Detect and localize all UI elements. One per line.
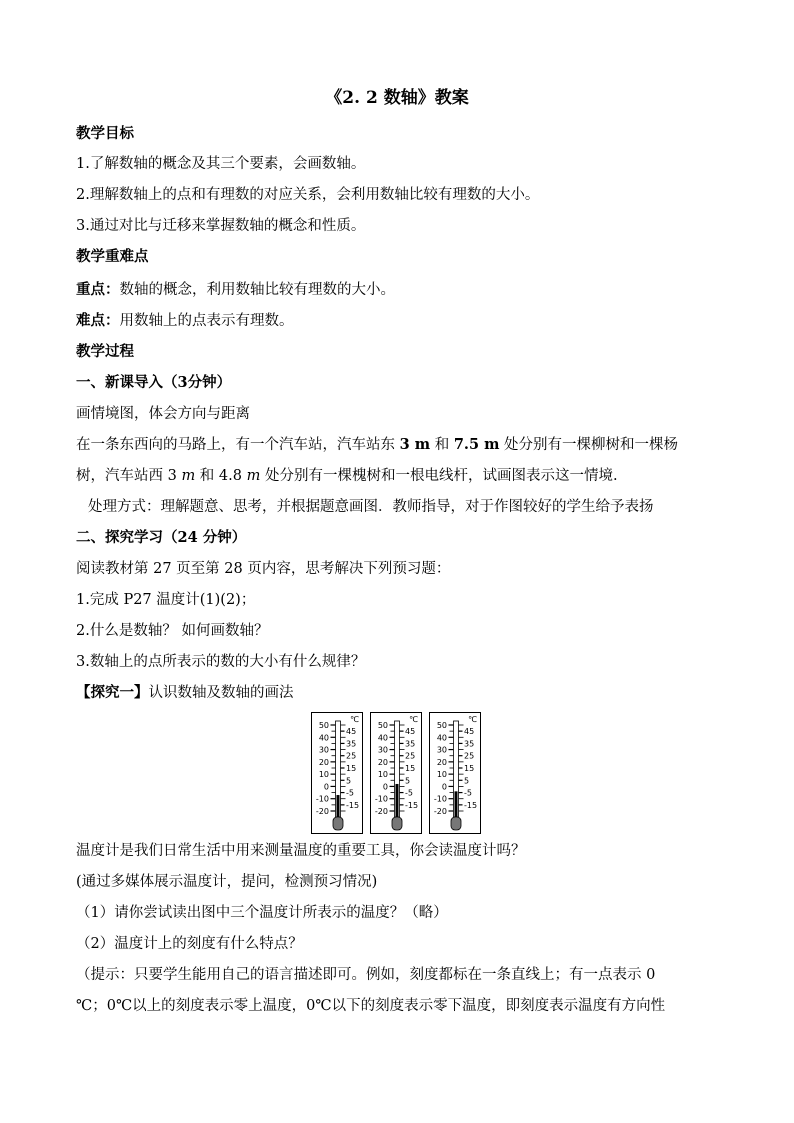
difficulty-text: 用数轴上的点表示有理数。: [119, 313, 294, 329]
unit-m: m: [181, 468, 196, 484]
key-point-label: 重点：: [76, 281, 120, 298]
part1-line4: 处理方式：理解题意、思考，并根据题意画图．教师指导，对于作图较好的学生给予表扬: [88, 499, 654, 515]
after-line-2: (通过多媒体展示温度计，提问，检测预习情况): [76, 874, 378, 890]
key-point-line: [76, 280, 726, 300]
part1-line2: [76, 435, 726, 455]
thermometer-2: [370, 712, 422, 834]
thermometer-1: [311, 712, 363, 834]
process-heading: 教学过程: [76, 343, 134, 360]
scale-label-right: 15: [405, 764, 416, 773]
part2-question-2: 2.什么是数轴？ 如何画数轴？: [76, 623, 269, 639]
scale-label-right: 25: [346, 751, 357, 761]
scale-label-left: 50: [436, 721, 447, 730]
text-run: 处分别有一棵槐树和一根电线杆，试画图表示这一情境.: [260, 468, 618, 484]
scale-label-left: 40: [436, 733, 447, 743]
scale-label-left: -20: [315, 807, 329, 816]
thermometer-figure: [311, 712, 481, 834]
scale-label-right: -15: [464, 800, 478, 810]
part2-question-1: 1.完成 P27 温度计(1)(2)；: [76, 592, 256, 608]
scale-label-right: 25: [405, 751, 416, 761]
scale-label-right: 5: [346, 776, 352, 786]
explore1-line: [76, 683, 726, 703]
scale-label-right: 45: [346, 727, 357, 737]
page-title: 《2. 2 数轴》教案: [325, 88, 469, 108]
difficulty-label: 难点：: [76, 312, 120, 329]
scale-label-left: 20: [377, 757, 388, 767]
scale-label-left: 10: [318, 770, 329, 780]
goal-3: 3.通过对比与迁移来掌握数轴的概念和性质。: [76, 218, 366, 234]
scale-label-left: -10: [315, 794, 329, 804]
distance-7-5m: 7.5 m: [453, 436, 500, 453]
part1-heading: 一、新课导入（3分钟）: [76, 374, 232, 391]
explore1-label: 【探究一】: [76, 684, 149, 701]
after-line-1: 温度计是我们日常生活中用来测量温度的重要工具，你会读温度计吗？: [76, 843, 526, 859]
scale-label-left: 50: [318, 721, 329, 730]
scale-label-left: 10: [436, 770, 447, 780]
mercury-column: [455, 791, 458, 821]
thermometer-svg: [312, 713, 362, 833]
scale-label-left: -10: [374, 794, 388, 804]
scale-label-right: -15: [346, 800, 360, 810]
scale-label-right: 45: [464, 727, 475, 737]
goal-2: 2.理解数轴上的点和有理数的对应关系，会利用数轴比较有理数的大小。: [76, 187, 540, 203]
unit-label: ℃: [350, 715, 359, 724]
distance-3m: 3 m: [399, 436, 431, 453]
part2-heading: 二、探究学习（24 分钟）: [76, 529, 247, 546]
scale-label-left: 30: [436, 745, 447, 755]
thermometer-svg: [430, 713, 480, 833]
text-run: 树，汽车站西 3: [76, 468, 182, 484]
text-run: 和 4.8: [195, 468, 247, 484]
unit-m: m: [246, 468, 261, 484]
scale-label-left: 40: [377, 733, 388, 743]
text-run: 处分别有一棵柳树和一棵杨: [499, 437, 679, 453]
explore1-text: 认识数轴及数轴的画法: [148, 685, 294, 701]
mercury-column: [396, 784, 399, 821]
scale-label-left: 0: [382, 782, 388, 792]
scale-label-right: 35: [346, 739, 357, 749]
scale-label-right: 15: [464, 764, 475, 773]
bulb: [451, 817, 461, 830]
scale-label-left: 40: [318, 733, 329, 743]
scale-label-left: -10: [433, 794, 447, 804]
scale-label-right: 35: [405, 739, 416, 749]
unit-label: ℃: [409, 715, 418, 724]
unit-label: ℃: [468, 715, 477, 724]
scale-label-left: 0: [441, 782, 447, 792]
key-points-heading: 教学重难点: [76, 248, 149, 265]
after-line-3: （1）请你尝试读出图中三个温度计所表示的温度？（略）: [76, 905, 448, 921]
scale-label-left: 20: [318, 757, 329, 767]
after-line-4: （2）温度计上的刻度有什么特点？: [76, 936, 303, 952]
bulb: [333, 817, 343, 830]
scale-label-right: 25: [464, 751, 475, 761]
scale-label-left: 0: [323, 782, 329, 792]
part2-line1: 阅读教材第 27 页至第 28 页内容，思考解决下列预习题：: [76, 561, 451, 577]
scale-label-left: -20: [433, 807, 447, 816]
bulb: [392, 817, 402, 830]
scale-label-left: 30: [377, 745, 388, 755]
thermometer-svg: [371, 713, 421, 833]
part1-line1: 画情境图，体会方向与距离: [76, 406, 250, 422]
scale-label-right: -15: [405, 800, 419, 810]
scale-label-right: 35: [464, 739, 475, 749]
text-run: 在一条东西向的马路上，有一个汽车站，汽车站东: [76, 437, 400, 453]
text-run: 和: [430, 437, 454, 453]
scale-label-right: 5: [464, 776, 470, 786]
scale-label-right: -5: [464, 788, 472, 798]
scale-label-left: 30: [318, 745, 329, 755]
difficulty-line: [76, 311, 726, 331]
key-point-text: 数轴的概念，利用数轴比较有理数的大小。: [119, 282, 395, 298]
goals-heading: 教学目标: [76, 125, 134, 142]
scale-label-left: 10: [377, 770, 388, 780]
scale-label-left: 20: [436, 757, 447, 767]
after-line-6: ℃；0℃以上的刻度表示零上温度，0℃以下的刻度表示零下温度，即刻度表示温度有方向性: [76, 998, 666, 1014]
part1-line3: [76, 466, 726, 486]
scale-label-right: -5: [405, 788, 413, 798]
thermometer-3: [429, 712, 481, 834]
goal-1: 1.了解数轴的概念及其三个要素，会画数轴。: [76, 156, 366, 172]
scale-label-right: 45: [405, 727, 416, 737]
scale-label-right: -5: [346, 788, 354, 798]
scale-label-right: 5: [405, 776, 411, 786]
part2-question-3: 3.数轴上的点所表示的数的大小有什么规律？: [76, 654, 366, 670]
scale-label-left: -20: [374, 807, 388, 816]
scale-label-right: 15: [346, 764, 357, 773]
after-line-5: （提示：只要学生能用自己的语言描述即可。例如，刻度都标在一条直线上；有一点表示 0: [76, 967, 656, 983]
scale-label-left: 50: [377, 721, 388, 730]
